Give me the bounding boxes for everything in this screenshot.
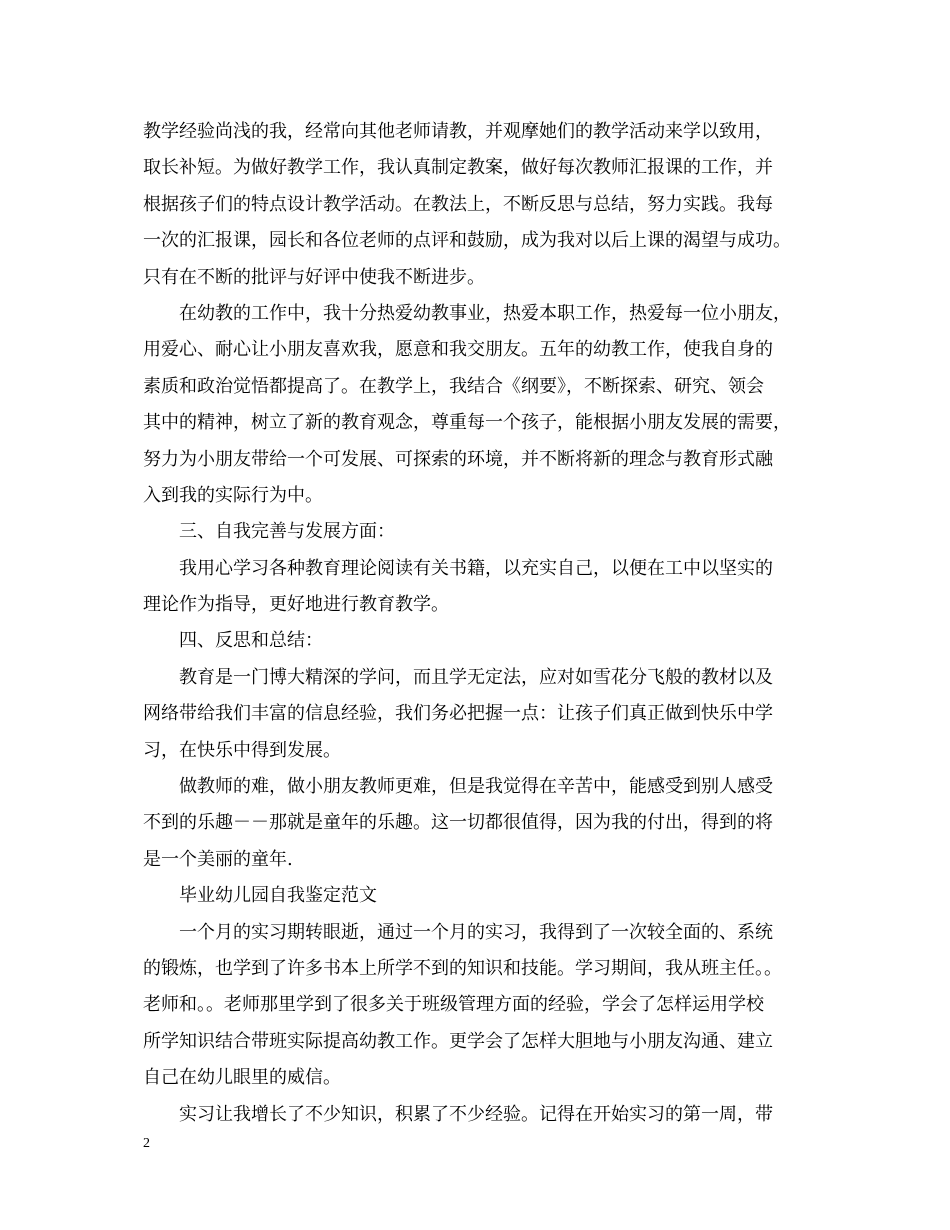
- text-line: 教学经验尚浅的我，经常向其他老师请教，并观摩她们的教学活动来学以致用，: [143, 121, 773, 142]
- text-line: 根据孩子们的特点设计教学活动。在教法上，不断反思与总结，努力实践。我每: [143, 193, 773, 215]
- text-line: 入到我的实际行为中。: [143, 484, 323, 506]
- text-line: 用爱心、耐心让小朋友喜欢我，愿意和我交朋友。五年的幼教工作，使我自身的: [143, 339, 773, 361]
- text-line: 理论作为指导，更好地进行教育教学。: [143, 594, 449, 616]
- text-line: 习，在快乐中得到发展。: [143, 739, 341, 761]
- text-line: 是一个美丽的童年.: [143, 848, 293, 870]
- text-line: 自己在幼儿眼里的威信。: [143, 1067, 341, 1089]
- text-line: 我用心学习各种教育理论阅读有关书籍，以充实自己，以便在工中以坚实的: [179, 557, 773, 579]
- text-line: 的锻炼，也学到了许多书本上所学不到的知识和技能。学习期间，我从班主任。。: [143, 957, 782, 979]
- text-line: 实习让我增长了不少知识，积累了不少经验。记得在开始实习的第一周，带: [179, 1103, 773, 1125]
- text-line: 一个月的实习期转眼逝，通过一个月的实习，我得到了一次较全面的、系统: [179, 921, 773, 943]
- text-line: 努力为小朋友带给一个可发展、可探索的环境，并不断将新的理念与教育形式融: [143, 448, 773, 470]
- text-line: 做教师的难，做小朋友教师更难，但是我觉得在辛苦中，能感受到别人感受: [179, 776, 773, 798]
- text-line: 老师和。。老师那里学到了很多关于班级管理方面的经验，学会了怎样运用学校: [143, 994, 764, 1016]
- text-line: 只有在不断的批评与好评中使我不断进步。: [143, 266, 485, 288]
- text-line: 四、反思和总结：: [179, 630, 323, 652]
- text-line: 在幼教的工作中，我十分热爱幼教事业，热爱本职工作，热爱每一位小朋友，: [179, 302, 791, 324]
- text-line: 教育是一门博大精深的学问，而且学无定法，应对如雪花分飞般的教材以及: [179, 666, 773, 688]
- text-line: 其中的精神，树立了新的教育观念，尊重每一个孩子，能根据小朋友发展的需要，: [143, 412, 791, 434]
- body-text: [143, 114, 833, 1133]
- text-line: 毕业幼儿园自我鉴定范文: [179, 885, 377, 907]
- text-line: 所学知识结合带班实际提高幼教工作。更学会了怎样大胆地与小朋友沟通、建立: [143, 1030, 773, 1052]
- text-line: 网络带给我们丰富的信息经验，我们务必把握一点：让孩子们真正做到快乐中学: [143, 703, 773, 725]
- text-line: 一次的汇报课，园长和各位老师的点评和鼓励，成为我对以后上课的渴望与成功。: [143, 230, 791, 252]
- page-number: 2: [143, 1136, 150, 1151]
- text-line: 不到的乐趣－－那就是童年的乐趣。这一切都很值得，因为我的付出，得到的将: [143, 812, 773, 834]
- text-line: 三、自我完善与发展方面：: [179, 521, 395, 543]
- text-line: 素质和政治觉悟都提高了。在教学上，我结合《纲要》，不断探索、研究、领会: [143, 375, 764, 397]
- text-line: 取长补短。为做好教学工作，我认真制定教案，做好每次教师汇报课的工作，并: [143, 157, 773, 179]
